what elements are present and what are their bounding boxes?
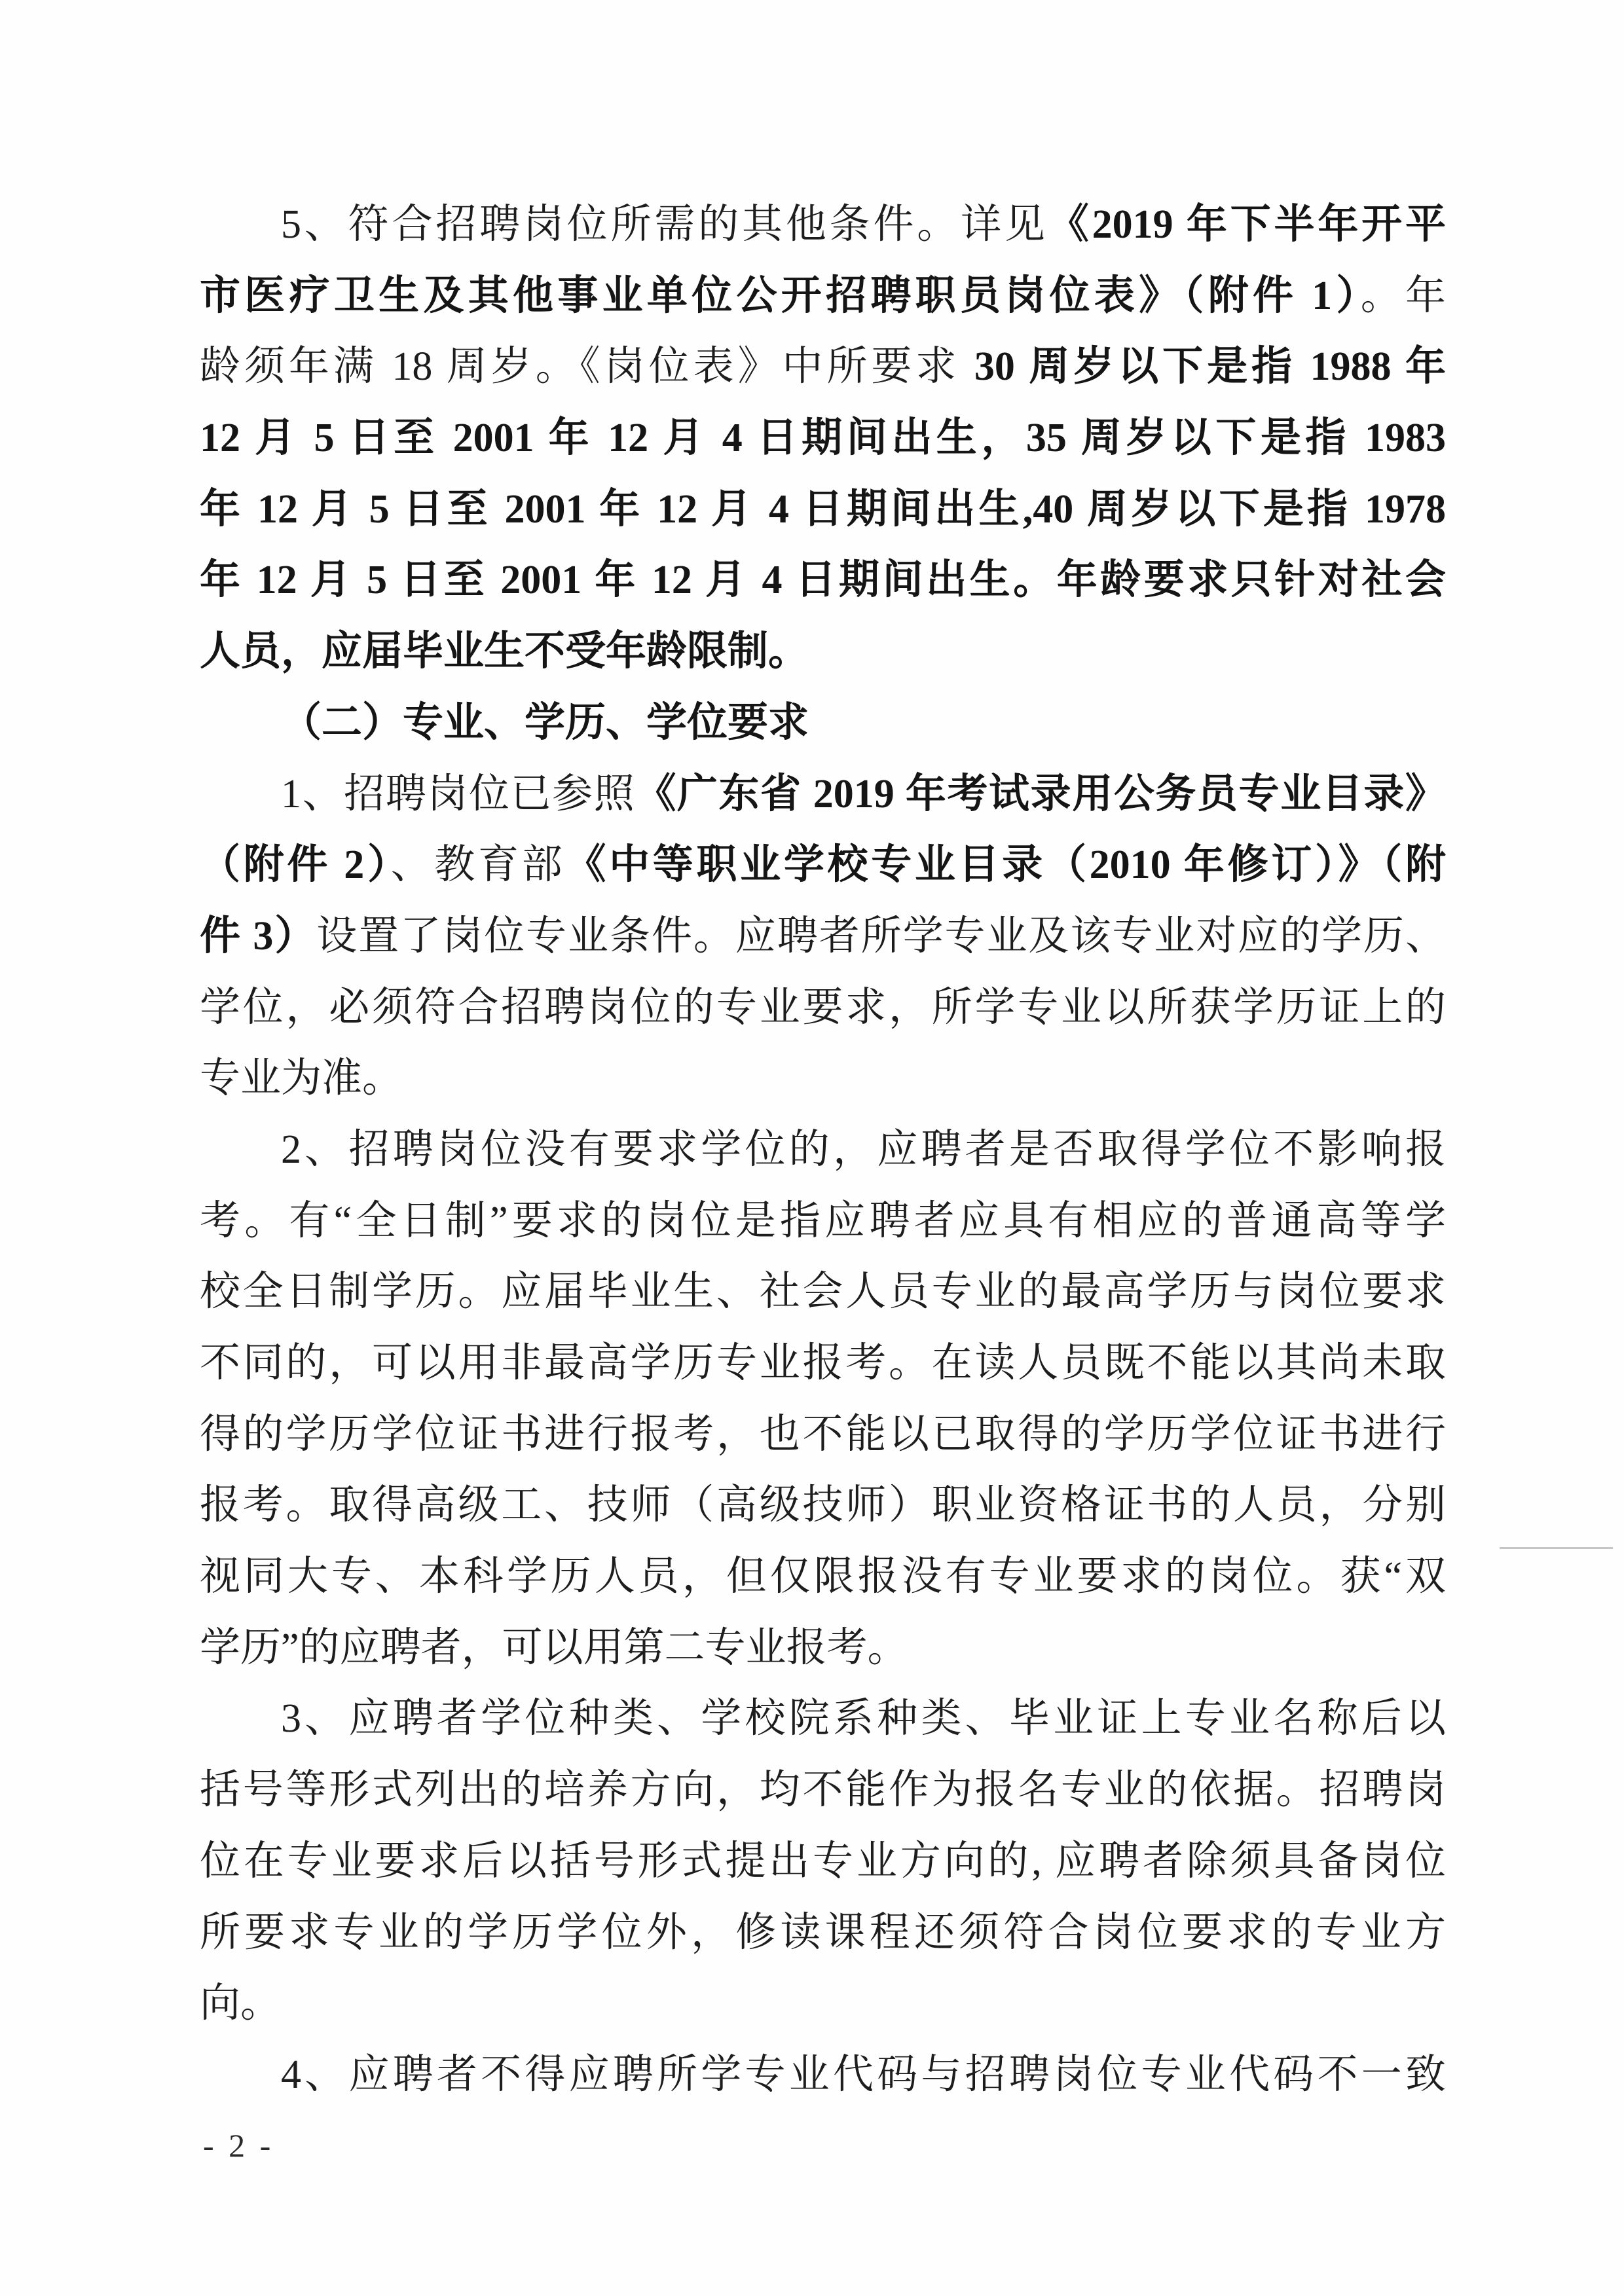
text-line [200, 972, 1446, 1044]
text-line [200, 1328, 1446, 1399]
text-segment: 位在专业要求后以括号形式提出专业方向的, 应聘者除须具备岗位 [200, 1838, 1446, 1884]
text-segment: 视同大专、本科学历人员，但仅限报没有专业要求的岗位。获“双 [200, 1554, 1446, 1599]
text-segment: 5、符合招聘岗位所需的其他条件。详见 [281, 202, 1048, 247]
text-line [200, 759, 1446, 830]
text-line [200, 474, 1446, 545]
text-segment: 考。有“全日制”要求的岗位是指应聘者应具有相应的普通高等学 [200, 1198, 1446, 1243]
bold-text-segment: （附件 2） [200, 843, 391, 888]
text-line [200, 1256, 1446, 1328]
text-line [200, 1541, 1446, 1613]
body-text [200, 189, 1446, 2111]
text-line [200, 1114, 1446, 1186]
text-segment: 校全日制学历。应届毕业生、社会人员专业的最高学历与岗位要求 [200, 1269, 1446, 1315]
bold-text-segment: 《中等职业学校专业目录（2010 年修订）》（附 [565, 843, 1446, 888]
text-line [200, 616, 1446, 687]
text-line [200, 1399, 1446, 1470]
text-line [200, 901, 1446, 972]
text-segment: 2、招聘岗位没有要求学位的，应聘者是否取得学位不影响报 [281, 1127, 1446, 1172]
text-line [200, 1470, 1446, 1541]
text-segment: 学历”的应聘者，可以用第二专业报考。 [200, 1625, 908, 1670]
text-line [200, 261, 1446, 332]
text-line [200, 189, 1446, 261]
text-line [200, 1613, 1446, 1684]
text-line [200, 1968, 1446, 2039]
text-line [200, 1043, 1446, 1114]
bold-text-segment: 人员，应届毕业生不受年龄限制。 [200, 629, 809, 674]
bold-text-segment: 《广东省 2019 年考试录用公务员专业目录》 [635, 771, 1446, 816]
text-segment: 4、应聘者不得应聘所学专业代码与招聘岗位专业代码不一致 [281, 2052, 1446, 2097]
text-line [200, 1897, 1446, 1969]
bold-text-segment: 年 12 月 5 日至 2001 年 12 月 4 日期间出生,40 周岁以下是指 1978 [200, 486, 1446, 532]
text-line [200, 545, 1446, 616]
text-line [200, 1755, 1446, 1826]
text-line [200, 687, 1446, 759]
text-segment: 报考。取得高级工、技师（高级技师）职业资格证书的人员，分别 [200, 1483, 1446, 1528]
text-line [200, 1826, 1446, 1897]
text-line [200, 1683, 1446, 1755]
text-line [200, 331, 1446, 403]
text-segment: 设置了岗位专业条件。应聘者所学专业及该专业对应的学历、 [316, 913, 1446, 958]
text-line [200, 2039, 1446, 2111]
text-segment: 3、应聘者学位种类、学校院系种类、毕业证上专业名称后以 [281, 1696, 1446, 1741]
text-segment: 专业为准。 [200, 1056, 403, 1101]
scan-artifact-line [1500, 1547, 1613, 1549]
text-segment: 学位，必须符合招聘岗位的专业要求，所学专业以所获学历证上的 [200, 985, 1446, 1030]
text-segment: 括号等形式列出的培养方向，均不能作为报名专业的依据。招聘岗 [200, 1768, 1446, 1813]
bold-text-segment: 《2019 年下半年开平 [1048, 202, 1446, 247]
text-line [200, 1186, 1446, 1257]
bold-text-segment: 30 周岁以下是指 1988 年 [974, 344, 1446, 390]
bold-text-segment: 市医疗卫生及其他事业单位公开招聘职员岗位表》（附件 1） [200, 273, 1361, 318]
text-segment: 不同的，可以用非最高学历专业报考。在读人员既不能以其尚未取 [200, 1341, 1446, 1385]
text-segment: 所要求专业的学历学位外，修读课程还须符合岗位要求的专业方 [200, 1910, 1446, 1955]
bold-text-segment: （二）专业、学历、学位要求 [281, 700, 809, 745]
text-line [200, 829, 1446, 901]
bold-text-segment: 年 12 月 5 日至 2001 年 12 月 4 日期间出生。年龄要求只针对社会 [200, 558, 1446, 603]
text-segment: 得的学历学位证书进行报考，也不能以已取得的学历学位证书进行 [200, 1412, 1446, 1457]
text-segment: 1、招聘岗位已参照 [281, 771, 636, 816]
page-number: - 2 - [203, 2127, 274, 2164]
bold-text-segment: 12 月 5 日至 2001 年 12 月 4 日期间出生，35 周岁以下是指 1983 [200, 416, 1446, 461]
text-segment: 、教育部 [390, 843, 566, 888]
text-line [200, 403, 1446, 474]
bold-text-segment: 件 3） [200, 913, 317, 958]
text-segment: 向。 [200, 1981, 282, 2026]
text-segment: 。年 [1360, 273, 1446, 318]
text-segment: 龄须年满 18 周岁。《岗位表》中所要求 [200, 344, 974, 390]
